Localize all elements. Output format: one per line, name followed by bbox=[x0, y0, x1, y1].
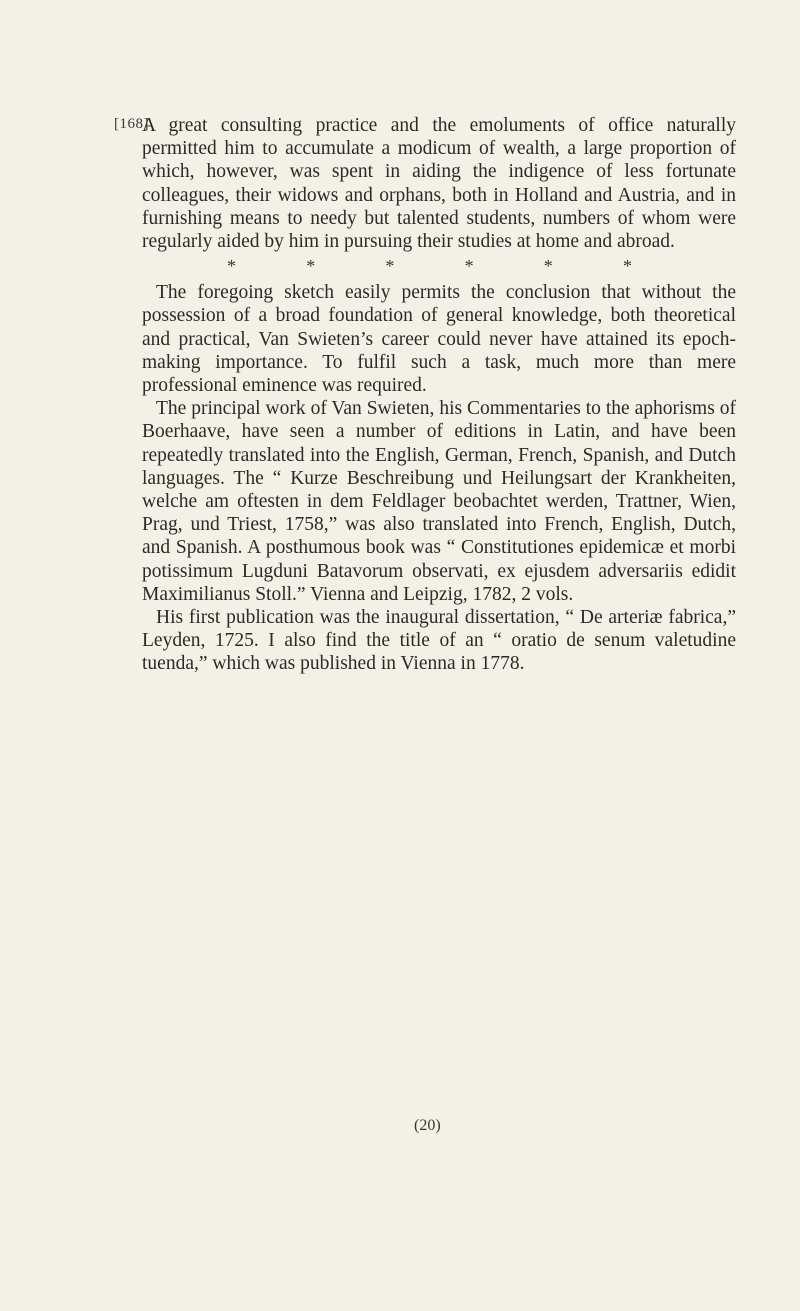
paragraph-1: A great consulting practice and the emoluments of office naturally permitted him to accumulate a modicum of wealth, a large proportion of which, however, was spent in aiding the indigence of less fortunate colleagues, their widows and orphans, both in Holland and Austria, and in furnishing means to needy but talented students, numbers of whom were regularly aided by him in pursuing their studies at home and abroad. bbox=[142, 115, 736, 253]
paragraph-4: His first publication was the inaugural dissertation, “ De arteriæ fabrica,” Leyden, 1725. I also find the title of an “ oratio de senum valetudine tuenda,” which was published in Vienna in 1778. bbox=[142, 607, 736, 675]
asterisk: * bbox=[464, 256, 474, 277]
asterisk: * bbox=[306, 256, 316, 277]
asterisk: * bbox=[622, 256, 632, 277]
page-number: (20) bbox=[414, 1117, 441, 1134]
body-text bbox=[142, 114, 736, 676]
asterisk: * bbox=[543, 256, 553, 277]
paragraph-3: The principal work of Van Swieten, his Commentaries to the aphorisms of Boerhaave, have seen a number of editions in Latin, and have been repeatedly translated into the English, German, French, Spanish, and Dutch languages. The “ Kurze Beschreibung und Heilungsart der Krankheiten, welche am oftesten in dem Feldlager beobachtet werden, Trattner, Wien, Prag, und Triest, 1758,” was also translated into French, English, Dutch, and Spanish. A posthumous book was “ Constitutiones epidemicæ et morbi potissimum Lugduni Batavorum observati, ex ejusdem adversariis edidit Maximilianus Stoll.” Vienna and Leipzig, 1782, 2 vols. bbox=[142, 398, 736, 605]
asterisk: * bbox=[227, 256, 236, 277]
paragraph-2: The foregoing sketch easily permits the conclusion that without the possession of a broad foundation of general knowledge, both theoretical and practical, Van Swieten’s career could never have attained its epoch-making importance. To fulfil such a task, much more than mere professional eminence was required. bbox=[142, 282, 736, 397]
section-separator bbox=[227, 257, 632, 275]
margin-page-reference: [168] bbox=[114, 116, 149, 132]
asterisk: * bbox=[385, 256, 395, 277]
